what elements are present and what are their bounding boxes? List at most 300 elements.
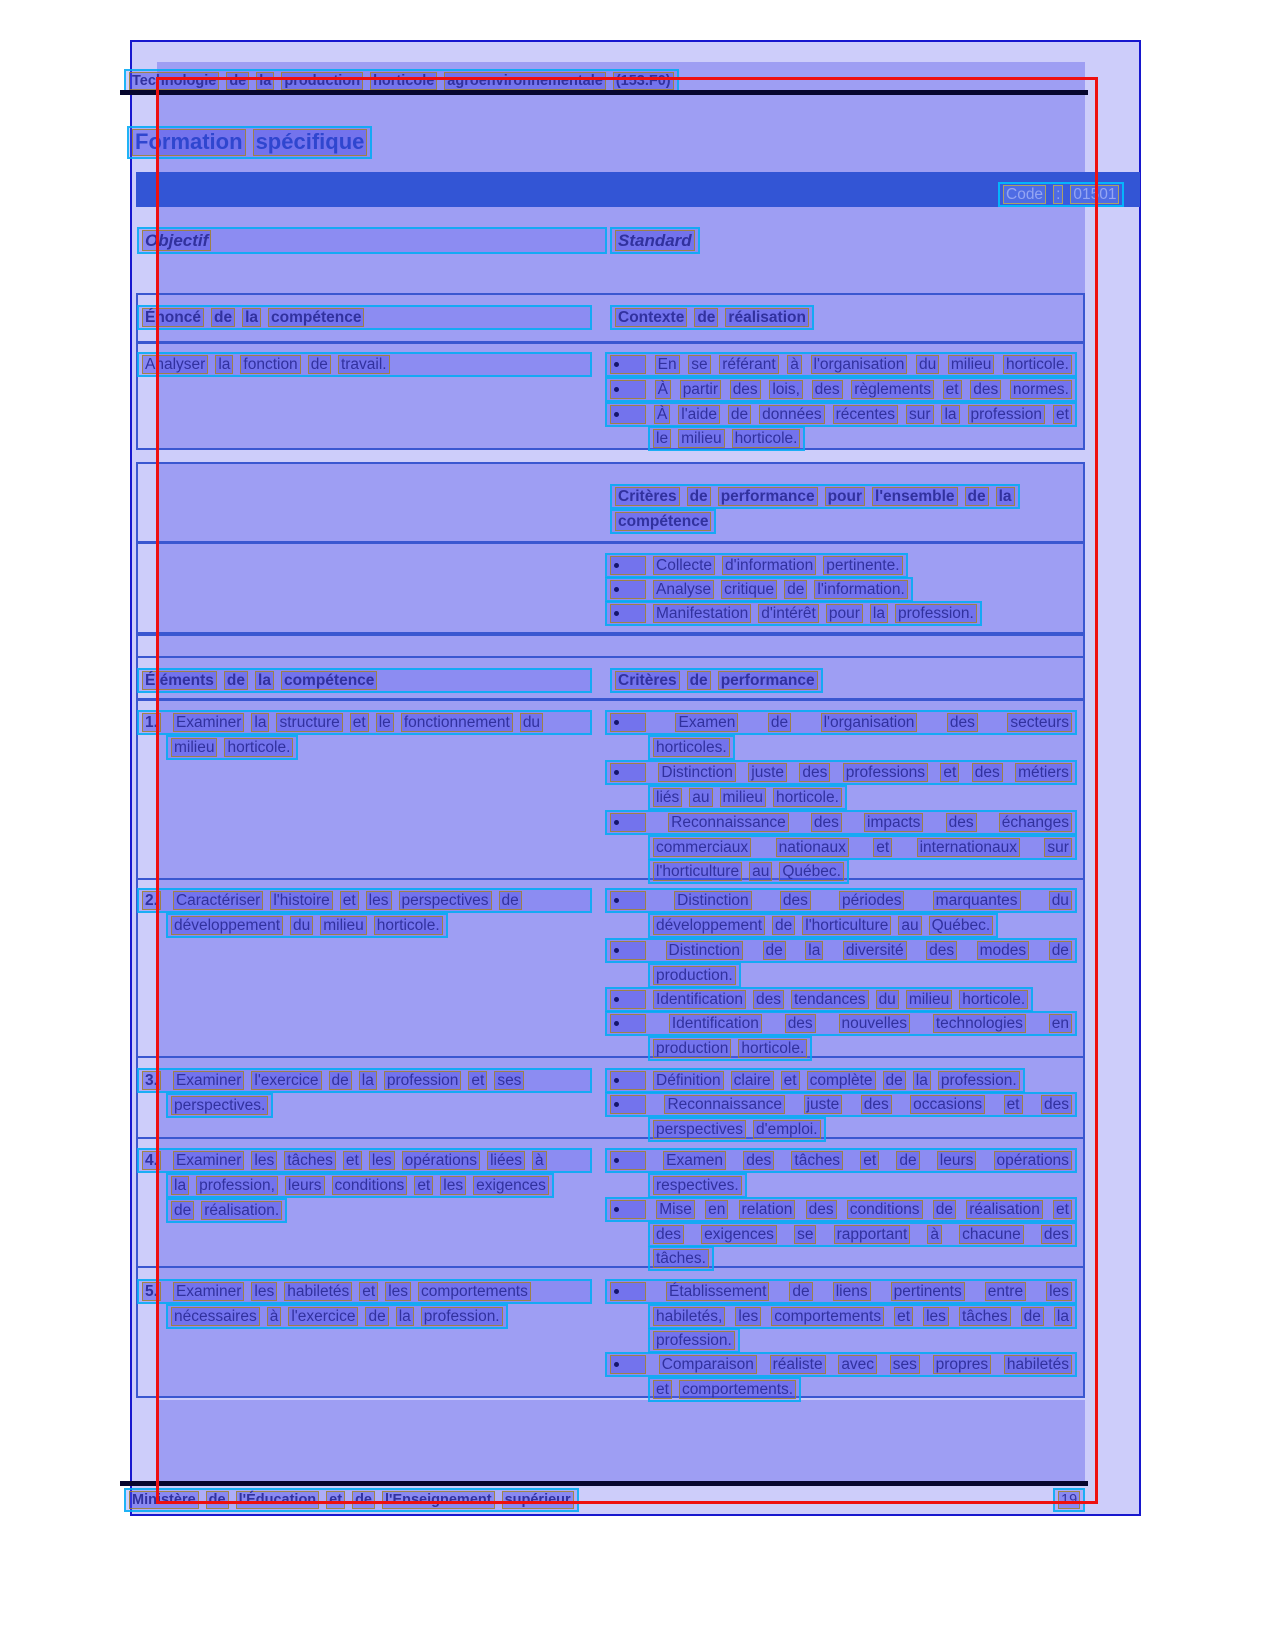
word: l'Éducation	[236, 1491, 320, 1509]
word: production	[653, 1039, 731, 1058]
word: de	[784, 580, 807, 599]
bullet-icon	[610, 580, 646, 599]
word: du	[290, 916, 313, 935]
word: développement	[653, 916, 765, 935]
footer-text	[124, 1488, 579, 1512]
word: d'intérêt	[758, 604, 819, 623]
word: occasions	[910, 1095, 985, 1114]
word: de	[1021, 1307, 1044, 1326]
word: l'exercice	[288, 1307, 358, 1326]
word: Contexte	[615, 308, 687, 327]
word: ses	[494, 1071, 524, 1090]
word: internationaux	[917, 838, 1020, 857]
word: périodes	[839, 891, 904, 910]
word: profession.	[895, 604, 977, 623]
word: les	[1046, 1282, 1072, 1301]
word: l'horticulture	[653, 862, 742, 881]
code-line	[998, 182, 1124, 207]
word: Québec.	[779, 862, 844, 881]
word: la	[941, 405, 959, 424]
word: et	[468, 1071, 487, 1090]
bullet-icon	[610, 1071, 646, 1090]
word: de	[789, 1282, 812, 1301]
word: leurs	[937, 1151, 977, 1170]
word: Examiner	[173, 1282, 244, 1301]
page-number-value: 19	[1058, 1491, 1080, 1509]
t2-header	[610, 484, 1020, 509]
word: du	[876, 990, 899, 1009]
word: sur	[906, 405, 934, 424]
word: compétence	[615, 512, 711, 531]
word: Comparaison	[659, 1355, 757, 1374]
word: des	[785, 1014, 816, 1033]
word: normes.	[1010, 380, 1072, 399]
word: réalisation	[966, 1200, 1043, 1219]
t3-row-5-element	[166, 1304, 508, 1329]
word: relation	[739, 1200, 796, 1219]
word: de	[728, 405, 751, 424]
t3-row-5-criterion	[605, 1352, 1077, 1377]
objectif-heading	[137, 227, 607, 254]
t1-bullet	[648, 426, 805, 451]
word: liées	[487, 1151, 525, 1170]
word: et	[1053, 1200, 1072, 1219]
word: des	[780, 891, 811, 910]
word: des	[753, 990, 784, 1009]
word: Examiner	[173, 1151, 244, 1170]
word: des	[730, 380, 761, 399]
word: des	[653, 1225, 684, 1244]
t3-row-3-criterion	[605, 1068, 1025, 1093]
word: récentes	[833, 405, 898, 424]
word: En	[655, 355, 680, 374]
word: des	[947, 713, 978, 732]
word: l'Enseignement	[382, 1491, 495, 1509]
word: Technologie	[129, 72, 219, 90]
t2-bullet	[605, 601, 982, 626]
word: les	[366, 891, 392, 910]
word: leurs	[285, 1176, 325, 1195]
word: profession	[384, 1071, 462, 1090]
word: les	[385, 1282, 411, 1301]
bullet-icon	[610, 1095, 646, 1114]
word: de	[308, 355, 331, 374]
t3-row-4-element	[166, 1173, 554, 1198]
word: technologies	[933, 1014, 1026, 1033]
word: modes	[977, 941, 1030, 960]
word: la	[805, 941, 823, 960]
word: Reconnaissance	[668, 813, 789, 832]
word: se	[794, 1225, 816, 1244]
t3-row-1-criterion	[605, 760, 1077, 785]
t3-row-2-criterion	[605, 938, 1077, 963]
t3-row-4-criterion	[648, 1246, 714, 1271]
word: spécifique	[253, 129, 368, 156]
word: du	[916, 355, 939, 374]
word: horticole.	[959, 990, 1028, 1009]
word: conditions	[847, 1200, 923, 1219]
word: nationaux	[776, 838, 849, 857]
bullet-icon	[610, 556, 646, 575]
word: l'information.	[814, 580, 907, 599]
word: de	[896, 1151, 919, 1170]
word: les	[923, 1307, 949, 1326]
word: nouvelles	[839, 1014, 911, 1033]
word: (153.F0)	[613, 72, 674, 90]
word: Manifestation	[653, 604, 751, 623]
t3-row-1-criterion	[648, 835, 1077, 860]
word: Caractériser	[173, 891, 263, 910]
word: au	[898, 916, 921, 935]
word: le	[653, 429, 671, 448]
word: les	[251, 1151, 277, 1170]
word: des	[811, 813, 842, 832]
word: et	[340, 891, 359, 910]
bullet-icon	[610, 990, 646, 1009]
word: et	[1004, 1095, 1023, 1114]
word: horticole	[370, 72, 437, 90]
word: Définition	[653, 1071, 724, 1090]
t2-bullet	[605, 577, 913, 602]
word: pertinents	[891, 1282, 965, 1301]
word: Objectif	[142, 230, 211, 251]
t3-row-1-element	[166, 735, 298, 760]
word: la	[359, 1071, 377, 1090]
word: d'emploi.	[753, 1120, 821, 1139]
word: Reconnaissance	[664, 1095, 785, 1114]
word: marquantes	[933, 891, 1021, 910]
word: se	[688, 355, 710, 374]
word: l'organisation	[821, 713, 918, 732]
word: juste	[804, 1095, 843, 1114]
word: liens	[833, 1282, 871, 1301]
word: ses	[890, 1355, 920, 1374]
word: à	[267, 1307, 282, 1326]
word: des	[970, 380, 1001, 399]
word: réaliste	[770, 1355, 826, 1374]
word: secteurs	[1007, 713, 1072, 732]
word: complète	[807, 1071, 876, 1090]
word: Critères	[615, 487, 680, 506]
word: et	[326, 1491, 345, 1509]
word: de	[224, 671, 248, 690]
word: des	[946, 813, 977, 832]
t3-row-4-criterion	[605, 1197, 1077, 1222]
t3-row-4-element	[137, 1148, 592, 1173]
word: de	[933, 1200, 956, 1219]
word: perspectives.	[171, 1096, 268, 1115]
t1-header-right	[610, 305, 814, 330]
word: horticoles.	[653, 738, 730, 757]
word: pour	[826, 604, 863, 623]
word: À	[655, 380, 671, 399]
word: lois,	[769, 380, 803, 399]
t3-row-2-criterion	[605, 987, 1033, 1012]
word: respectives.	[653, 1176, 742, 1195]
word: agroenvironnementale	[444, 72, 606, 90]
t3-row-1-element	[137, 710, 592, 735]
word: et	[653, 1380, 672, 1399]
word: de	[206, 1491, 229, 1509]
word: diversité	[843, 941, 907, 960]
word: du	[1049, 891, 1072, 910]
word: Distinction	[658, 763, 736, 782]
word: tendances	[791, 990, 869, 1009]
word: règlements	[851, 380, 934, 399]
word: milieu	[948, 355, 994, 374]
word: l'exercice	[251, 1071, 321, 1090]
word: Mise	[656, 1200, 695, 1219]
bullet-icon	[610, 1282, 646, 1301]
t3-row-4-criterion	[648, 1173, 747, 1198]
word: l'aide	[678, 405, 720, 424]
word: de	[687, 671, 711, 690]
word: conditions	[332, 1176, 408, 1195]
word: Code	[1003, 185, 1046, 204]
word: l'ensemble	[872, 487, 958, 506]
word: habiletés,	[653, 1307, 725, 1326]
row-number: 5.	[142, 1282, 161, 1301]
word: liés	[653, 788, 682, 807]
word: :	[1053, 185, 1063, 204]
word: profession.	[653, 1331, 735, 1350]
t3-header-left	[137, 668, 592, 693]
word: horticole.	[224, 738, 293, 757]
word: de	[1049, 941, 1072, 960]
bullet-icon	[610, 1200, 646, 1219]
word: fonction	[240, 355, 300, 374]
word: Éléments	[142, 671, 217, 690]
word: professions	[843, 763, 928, 782]
word: Énoncé	[142, 308, 204, 327]
word: la	[1054, 1307, 1072, 1326]
t3-row-5-criterion	[605, 1279, 1077, 1304]
word: profession,	[196, 1176, 278, 1195]
word: Examiner	[173, 1071, 244, 1090]
word: supérieur	[502, 1491, 574, 1509]
word: horticole.	[773, 788, 842, 807]
t3-row-3-element	[137, 1068, 592, 1093]
word: partir	[680, 380, 721, 399]
word: Distinction	[674, 891, 752, 910]
word: et	[860, 1151, 879, 1170]
word: Ministère	[129, 1491, 199, 1509]
word: Examen	[663, 1151, 726, 1170]
word: chacune	[959, 1225, 1024, 1244]
word: de	[211, 308, 235, 327]
standard-heading	[610, 227, 700, 254]
word: les	[440, 1176, 466, 1195]
word: de	[694, 308, 718, 327]
t1-header-left	[137, 305, 592, 330]
word: des	[812, 380, 843, 399]
t1-enonce	[137, 352, 592, 377]
row-number: 2.	[142, 891, 161, 910]
word: commerciaux	[653, 838, 751, 857]
word: la	[215, 355, 233, 374]
word: et	[359, 1282, 378, 1301]
bullet-icon	[610, 763, 646, 782]
word: la	[256, 72, 274, 90]
t3-row-1-criterion	[648, 859, 849, 884]
word: impacts	[864, 813, 923, 832]
word: les	[735, 1307, 761, 1326]
word: compétence	[281, 671, 377, 690]
word: l'histoire	[270, 891, 332, 910]
word: d'information	[722, 556, 816, 575]
t3-row-3-criterion	[648, 1117, 826, 1142]
word: des	[1041, 1095, 1072, 1114]
word: Distinction	[666, 941, 744, 960]
word: Examen	[675, 713, 738, 732]
word: les	[251, 1282, 277, 1301]
word: Analyse	[653, 580, 714, 599]
word: critique	[721, 580, 777, 599]
word: Critères	[615, 671, 680, 690]
word: la	[996, 487, 1015, 506]
word: données	[759, 405, 824, 424]
word: Analyser	[142, 355, 208, 374]
word: performance	[718, 671, 818, 690]
word: pour	[825, 487, 865, 506]
word: Identification	[653, 990, 746, 1009]
word: à	[532, 1151, 547, 1170]
word: développement	[171, 916, 283, 935]
t3-row-1-criterion	[605, 810, 1077, 835]
t3-row-3-criterion	[605, 1092, 1077, 1117]
word: profession	[968, 405, 1046, 424]
word: en	[705, 1200, 728, 1219]
word: Québec.	[929, 916, 994, 935]
word: et	[781, 1071, 800, 1090]
bullet-icon	[610, 891, 646, 910]
bullet-icon	[610, 813, 646, 832]
word: comportements	[771, 1307, 884, 1326]
word: profession.	[421, 1307, 503, 1326]
word: de	[965, 487, 989, 506]
t3-row-5-criterion	[648, 1304, 1077, 1329]
word: claire	[731, 1071, 774, 1090]
word: échanges	[999, 813, 1072, 832]
t3-row-5-criterion	[648, 1377, 801, 1402]
word: Collecte	[653, 556, 715, 575]
word: le	[376, 713, 394, 732]
word: habiletés	[284, 1282, 352, 1301]
word: exigences	[701, 1225, 777, 1244]
word: production.	[653, 966, 736, 985]
word: référant	[719, 355, 778, 374]
bullet-icon	[610, 380, 646, 399]
word: métiers	[1015, 763, 1072, 782]
bullet-icon	[610, 713, 646, 732]
word: la	[913, 1071, 931, 1090]
word: juste	[748, 763, 787, 782]
bullet-icon	[610, 1355, 646, 1374]
word: de	[365, 1307, 388, 1326]
t3-row-4-criterion	[605, 1148, 1077, 1173]
word: horticole.	[732, 429, 801, 448]
page-number	[1053, 1488, 1085, 1512]
word: structure	[276, 713, 342, 732]
word: et	[894, 1307, 913, 1326]
bullet-icon	[610, 941, 646, 960]
word: rapportant	[834, 1225, 911, 1244]
word: habiletés	[1004, 1355, 1072, 1374]
bullet-icon	[610, 604, 646, 623]
word: propres	[933, 1355, 992, 1374]
word: réalisation	[725, 308, 809, 327]
word: des	[743, 1151, 774, 1170]
footer-rule	[120, 1481, 1088, 1486]
word: sur	[1044, 838, 1072, 857]
word: de	[768, 713, 791, 732]
word: à	[927, 1225, 942, 1244]
bullet-icon	[610, 1151, 646, 1170]
word: pertinente.	[823, 556, 902, 575]
word: Examiner	[173, 713, 244, 732]
word: profession.	[938, 1071, 1020, 1090]
t3-row-2-element	[166, 913, 448, 938]
word: des	[972, 763, 1003, 782]
word: de	[763, 941, 786, 960]
word: à	[787, 355, 802, 374]
word: horticole.	[374, 916, 443, 935]
word: et	[350, 713, 369, 732]
word: des	[799, 763, 830, 782]
t3-row-3-element	[166, 1093, 273, 1118]
t3-row-2-criterion	[605, 888, 1077, 913]
t1-bullet	[605, 352, 1077, 377]
t3-row-1-criterion	[648, 785, 847, 810]
page-title	[127, 126, 372, 159]
word: les	[369, 1151, 395, 1170]
bullet-icon	[610, 405, 646, 424]
row-number: 1.	[142, 713, 161, 732]
word: en	[1049, 1014, 1072, 1033]
word: Identification	[669, 1014, 762, 1033]
word: et	[873, 838, 892, 857]
word: des	[926, 941, 957, 960]
word: de	[226, 72, 249, 90]
word: de	[499, 891, 522, 910]
word: fonctionnement	[401, 713, 513, 732]
word: production	[281, 72, 363, 90]
word: horticole.	[1003, 355, 1072, 374]
word: la	[870, 604, 888, 623]
word: 01501	[1070, 185, 1119, 204]
word: l'horticulture	[802, 916, 891, 935]
word: de	[687, 487, 711, 506]
t3-header-right	[610, 668, 823, 693]
t3-row-2-criterion	[648, 913, 998, 938]
word: nécessaires	[171, 1307, 260, 1326]
word: perspectives	[653, 1120, 746, 1139]
word: comportements.	[679, 1380, 796, 1399]
word: milieu	[320, 916, 366, 935]
word: réalisation.	[201, 1201, 282, 1220]
word: et	[1053, 405, 1072, 424]
word: horticole.	[738, 1039, 807, 1058]
word: Standard	[615, 230, 695, 251]
word: exigences	[473, 1176, 549, 1195]
t2-bullet	[605, 553, 908, 578]
word: de	[772, 916, 795, 935]
word: des	[861, 1095, 892, 1114]
word: tâches	[791, 1151, 843, 1170]
word: l'organisation	[811, 355, 908, 374]
word: au	[689, 788, 712, 807]
t3-row-4-element	[166, 1198, 287, 1223]
